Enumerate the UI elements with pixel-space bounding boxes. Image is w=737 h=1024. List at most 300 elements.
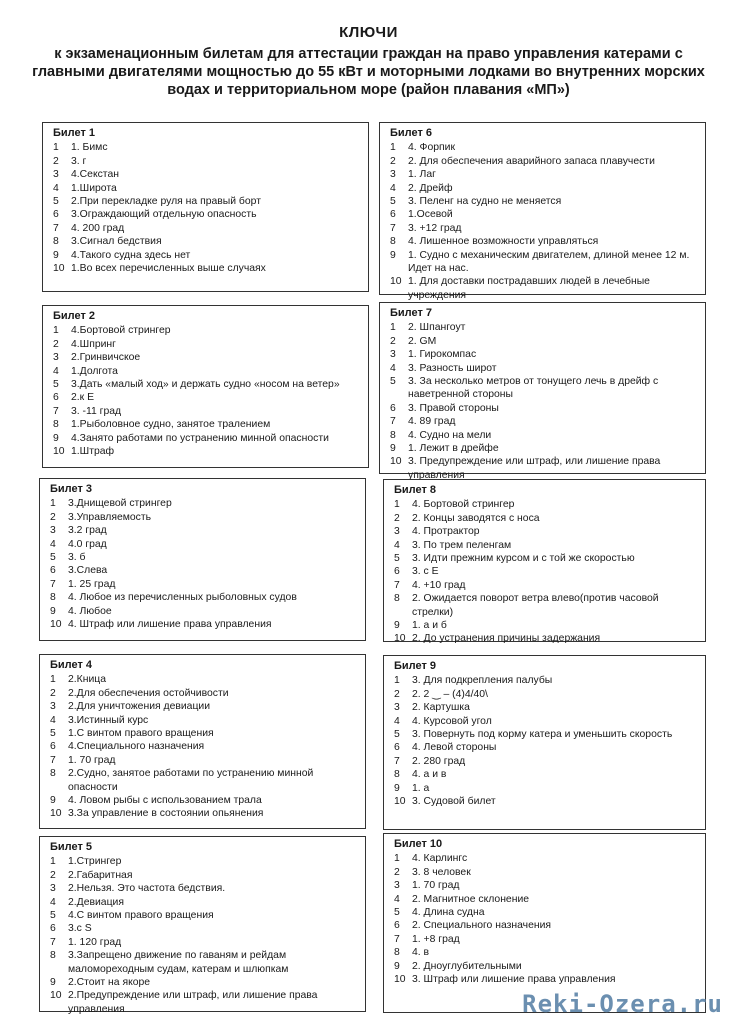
answer-text: 4. 200 град bbox=[71, 222, 125, 234]
answer-row bbox=[394, 512, 699, 525]
answer-text: 1. 70 град bbox=[412, 880, 460, 892]
answer-text: 2. Дрейф bbox=[408, 182, 453, 194]
answer-text: 3. Судовой билет bbox=[412, 796, 496, 808]
answer-text: 3. Штраф или лишение права управления bbox=[412, 974, 616, 986]
answer-text: 3. +12 град bbox=[408, 222, 462, 234]
answer-text: 3.с S bbox=[68, 923, 92, 935]
answer-text: 4.Секстан bbox=[71, 169, 119, 181]
answer-row bbox=[390, 321, 699, 334]
question-number: 1 bbox=[53, 325, 59, 337]
answer-row bbox=[394, 539, 699, 552]
question-number: 1 bbox=[394, 499, 400, 511]
answer-text: 2. Магнитное склонение bbox=[412, 893, 530, 905]
question-number: 5 bbox=[390, 376, 396, 388]
question-number: 2 bbox=[53, 155, 59, 167]
answer-row bbox=[53, 182, 362, 195]
answer-row bbox=[50, 855, 359, 868]
answer-row bbox=[53, 155, 362, 168]
answer-row bbox=[50, 949, 359, 976]
answer-text: 3. За несколько метров от тонущего лечь в дрейф с наветренной стороны bbox=[408, 376, 659, 401]
answer-text: 2.При перекладке руля на правый борт bbox=[71, 196, 261, 208]
question-number: 6 bbox=[394, 920, 400, 932]
question-number: 9 bbox=[394, 960, 400, 972]
answer-text: 1. Лежит в дрейфе bbox=[408, 443, 499, 455]
question-number: 4 bbox=[50, 538, 56, 550]
answer-text: 1. 120 град bbox=[68, 936, 122, 948]
answer-row bbox=[53, 418, 362, 431]
question-number: 6 bbox=[53, 392, 59, 404]
ticket-title: Билет 2 bbox=[53, 310, 96, 322]
question-number: 8 bbox=[50, 768, 56, 780]
answer-row bbox=[50, 564, 359, 577]
answer-text: 3. б bbox=[68, 552, 86, 564]
answer-row bbox=[50, 524, 359, 537]
answer-row bbox=[50, 687, 359, 700]
answer-row bbox=[50, 976, 359, 989]
answer-row bbox=[390, 195, 699, 208]
answer-text: 1. Бимс bbox=[71, 142, 108, 154]
question-number: 3 bbox=[394, 880, 400, 892]
answer-text: 4.С винтом правого вращения bbox=[68, 910, 214, 922]
answer-text: 3.Сигнал бедствия bbox=[71, 236, 162, 248]
answer-text: 3.Слева bbox=[68, 565, 108, 577]
question-number: 3 bbox=[53, 169, 59, 181]
answer-row bbox=[390, 362, 699, 375]
answer-text: 1.Широта bbox=[71, 182, 117, 194]
answer-row bbox=[390, 141, 699, 154]
question-number: 5 bbox=[394, 553, 400, 565]
answer-row bbox=[394, 715, 699, 728]
answer-row bbox=[394, 919, 699, 932]
answer-text: 2. 280 град bbox=[412, 755, 466, 767]
question-number: 7 bbox=[50, 936, 56, 948]
answer-row bbox=[394, 592, 699, 619]
answer-row bbox=[394, 619, 699, 632]
answer-text: 4. Штраф или лишение права управления bbox=[68, 619, 272, 631]
question-number: 10 bbox=[390, 456, 402, 468]
question-number: 7 bbox=[394, 755, 400, 767]
question-number: 6 bbox=[390, 209, 396, 221]
question-number: 4 bbox=[390, 182, 396, 194]
answer-row bbox=[50, 714, 359, 727]
question-number: 9 bbox=[390, 249, 396, 261]
answer-row bbox=[53, 222, 362, 235]
answer-text: 4.0 град bbox=[68, 538, 107, 550]
answer-text: 2. Для обеспечения аварийного запаса плавучести bbox=[408, 155, 655, 167]
answer-row bbox=[53, 235, 362, 248]
answer-text: 3.Запрещено движение по гаваням и рейдам маломореходным судам, катерам и шлюпкам bbox=[68, 950, 289, 975]
answer-row bbox=[50, 869, 359, 882]
answer-text: 4. Любое bbox=[68, 605, 112, 617]
question-number: 1 bbox=[394, 675, 400, 687]
answer-text: 2. GM bbox=[408, 335, 437, 347]
answer-text: 2.Девиация bbox=[68, 896, 124, 908]
ticket-title: Билет 4 bbox=[50, 659, 93, 671]
answer-text: 4.Специального назначения bbox=[68, 741, 205, 753]
ticket-card bbox=[383, 833, 706, 1013]
question-number: 7 bbox=[390, 416, 396, 428]
ticket-title: Билет 1 bbox=[53, 127, 96, 139]
answer-text: 4. Протрактор bbox=[412, 526, 480, 538]
answer-row bbox=[53, 249, 362, 262]
answer-row bbox=[53, 365, 362, 378]
question-number: 7 bbox=[50, 754, 56, 766]
question-number: 7 bbox=[394, 579, 400, 591]
answer-text: 4. 89 град bbox=[408, 416, 456, 428]
question-number: 4 bbox=[53, 182, 59, 194]
question-number: 6 bbox=[50, 923, 56, 935]
answer-row bbox=[50, 511, 359, 524]
answer-row bbox=[394, 755, 699, 768]
answer-text: 4.Бортовой стрингер bbox=[71, 325, 171, 337]
answer-text: 1. Лаг bbox=[408, 169, 436, 181]
question-number: 8 bbox=[394, 769, 400, 781]
answer-row bbox=[50, 922, 359, 935]
question-number: 5 bbox=[50, 910, 56, 922]
answer-row bbox=[53, 324, 362, 337]
answer-row bbox=[394, 565, 699, 578]
question-number: 3 bbox=[390, 349, 396, 361]
question-number: 1 bbox=[53, 142, 59, 154]
question-number: 2 bbox=[50, 687, 56, 699]
ticket-title: Билет 10 bbox=[394, 838, 443, 850]
answer-row bbox=[394, 579, 699, 592]
ticket-title: Билет 5 bbox=[50, 841, 93, 853]
question-number: 7 bbox=[53, 405, 59, 417]
question-number: 7 bbox=[50, 578, 56, 590]
question-number: 9 bbox=[394, 782, 400, 794]
answer-row bbox=[394, 552, 699, 565]
answer-row bbox=[50, 497, 359, 510]
ticket-title: Билет 7 bbox=[390, 307, 433, 319]
answer-text: 3. Правой стороны bbox=[408, 402, 499, 414]
answer-row bbox=[390, 155, 699, 168]
answer-row bbox=[50, 538, 359, 551]
question-number: 3 bbox=[390, 169, 396, 181]
answer-text: 1. Судно с механическим двигателем, длиной менее 12 м. Идет на нас. bbox=[408, 249, 690, 275]
answer-row bbox=[390, 235, 699, 248]
question-number: 10 bbox=[394, 633, 406, 645]
answer-row bbox=[53, 405, 362, 418]
answer-text: 2. Ожидается поворот ветра влево(против часовой стрелки) bbox=[412, 593, 659, 618]
answer-text: 4. в bbox=[412, 947, 430, 959]
answer-text: 3. Предупреждение или штраф, или лишение права управления bbox=[408, 456, 661, 481]
answer-row bbox=[50, 754, 359, 767]
answer-text: 4.Занято работами по устранению минной опасности bbox=[71, 432, 329, 444]
question-number: 9 bbox=[50, 795, 56, 807]
answer-text: 3.Управляемость bbox=[68, 511, 152, 523]
answer-text: 1. 25 град bbox=[68, 578, 116, 590]
answer-row bbox=[50, 700, 359, 713]
question-number: 5 bbox=[53, 196, 59, 208]
answer-row bbox=[394, 741, 699, 754]
question-number: 9 bbox=[394, 620, 400, 632]
question-number: 2 bbox=[390, 335, 396, 347]
answer-row bbox=[394, 728, 699, 741]
answer-text: 1.Во всех перечисленных выше случаях bbox=[71, 263, 266, 275]
question-number: 8 bbox=[50, 950, 56, 962]
answer-row bbox=[53, 208, 362, 221]
question-number: 8 bbox=[394, 593, 400, 605]
question-number: 6 bbox=[50, 741, 56, 753]
question-number: 6 bbox=[394, 566, 400, 578]
question-number: 1 bbox=[50, 856, 56, 868]
question-number: 2 bbox=[394, 512, 400, 524]
ticket-card bbox=[42, 305, 369, 468]
answer-text: 2. Картушка bbox=[412, 702, 470, 714]
question-number: 3 bbox=[53, 352, 59, 364]
question-number: 5 bbox=[390, 196, 396, 208]
answer-text: 3.2 град bbox=[68, 525, 107, 537]
answer-text: 4. Бортовой стрингер bbox=[412, 499, 515, 511]
answer-row bbox=[390, 442, 699, 455]
answer-row bbox=[390, 429, 699, 442]
question-number: 5 bbox=[394, 729, 400, 741]
answer-row bbox=[394, 525, 699, 538]
answer-row bbox=[50, 673, 359, 686]
answer-text: 4. Форпик bbox=[408, 142, 455, 154]
question-number: 1 bbox=[50, 674, 56, 686]
answer-row bbox=[50, 807, 359, 820]
answer-row bbox=[394, 906, 699, 919]
question-number: 2 bbox=[53, 338, 59, 350]
answer-text: 4. Карлингс bbox=[412, 853, 468, 865]
ticket-card bbox=[39, 836, 366, 1015]
answer-text: 1. Гирокомпас bbox=[408, 349, 477, 361]
answer-text: 2.Судно, занятое работами по устранению минной опасности bbox=[68, 768, 314, 793]
question-number: 10 bbox=[50, 808, 62, 820]
question-number: 10 bbox=[394, 974, 406, 986]
answer-text: 2.к Е bbox=[71, 392, 95, 404]
answer-text: 2. Концы заводятся с носа bbox=[412, 512, 540, 524]
answer-text: 3. -11 град bbox=[71, 405, 122, 417]
answer-row bbox=[390, 249, 699, 276]
answer-row bbox=[394, 893, 699, 906]
question-number: 3 bbox=[50, 701, 56, 713]
question-number: 5 bbox=[50, 728, 56, 740]
answer-text: 3.Днищевой стрингер bbox=[68, 498, 172, 510]
question-number: 6 bbox=[53, 209, 59, 221]
question-number: 1 bbox=[390, 322, 396, 334]
question-number: 8 bbox=[394, 947, 400, 959]
answer-text: 3.За управление в состоянии опьянения bbox=[68, 808, 264, 820]
answer-text: 1. Для доставки пострадавших людей в лечебные учреждения bbox=[408, 276, 650, 301]
answer-text: 4. +10 град bbox=[412, 579, 466, 591]
answer-text: 3. Разность широт bbox=[408, 362, 497, 374]
ticket-card bbox=[383, 655, 706, 830]
ticket-title: Билет 9 bbox=[394, 660, 437, 672]
answer-row bbox=[394, 960, 699, 973]
answer-text: 1. 70 град bbox=[68, 754, 116, 766]
question-number: 8 bbox=[50, 592, 56, 604]
page-subtitle: к экзаменационным билетам для аттестации граждан на право управления катерами с главными двигателями мощностью до 55 кВт и моторными лодками во внутренних морских водах и территориальном море (район плавания «МП») bbox=[32, 46, 705, 98]
ticket-card bbox=[379, 122, 706, 301]
answer-text: 3. Идти прежним курсом и с той же скоростью bbox=[412, 553, 635, 565]
question-number: 8 bbox=[390, 429, 396, 441]
answer-row bbox=[53, 141, 362, 154]
ticket-card bbox=[379, 302, 706, 481]
page-header bbox=[0, 24, 737, 99]
question-number: 5 bbox=[394, 907, 400, 919]
answer-row bbox=[50, 740, 359, 753]
answer-text: 1.Рыболовное судно, занятое тралением bbox=[71, 419, 271, 431]
question-number: 8 bbox=[53, 236, 59, 248]
question-number: 10 bbox=[394, 796, 406, 808]
answer-text: 1. а и б bbox=[412, 620, 447, 632]
answer-row bbox=[390, 415, 699, 428]
question-number: 10 bbox=[53, 446, 65, 458]
question-number: 4 bbox=[394, 893, 400, 905]
answer-row bbox=[390, 208, 699, 221]
answer-text: 3. 8 человек bbox=[412, 866, 471, 878]
answer-text: 3.Ограждающий отдельную опасность bbox=[71, 209, 257, 221]
answer-text: 4. Левой стороны bbox=[412, 742, 497, 754]
answer-text: 3. Пеленг на судно не меняется bbox=[408, 196, 562, 208]
question-number: 4 bbox=[50, 714, 56, 726]
answer-row bbox=[390, 375, 699, 402]
answer-row bbox=[390, 168, 699, 181]
ticket-title: Билет 8 bbox=[394, 484, 437, 496]
question-number: 8 bbox=[53, 419, 59, 431]
answer-row bbox=[50, 727, 359, 740]
ticket-card bbox=[39, 654, 366, 829]
answer-text: 4. Ловом рыбы с использованием трала bbox=[68, 795, 262, 807]
answer-text: 4. Курсовой угол bbox=[412, 715, 492, 727]
answer-row bbox=[53, 351, 362, 364]
question-number: 1 bbox=[390, 142, 396, 154]
answer-row bbox=[390, 182, 699, 195]
answer-text: 4. Судно на мели bbox=[408, 429, 492, 441]
answer-text: 3.Дать «малый ход» и держать судно «носом на ветер» bbox=[71, 379, 340, 391]
question-number: 4 bbox=[390, 362, 396, 374]
answer-text: 2. До устранения причины задержания bbox=[412, 633, 601, 645]
question-number: 10 bbox=[53, 263, 65, 275]
ticket-card bbox=[42, 122, 369, 292]
answer-text: 2. Шпангоут bbox=[408, 322, 466, 334]
answer-row bbox=[53, 378, 362, 391]
question-number: 7 bbox=[394, 933, 400, 945]
answer-row bbox=[390, 348, 699, 361]
question-number: 5 bbox=[53, 379, 59, 391]
answer-text: 2.Для уничтожения девиации bbox=[68, 701, 211, 713]
page-title: КЛЮЧИ bbox=[339, 24, 398, 41]
answer-row bbox=[50, 882, 359, 895]
answer-row bbox=[390, 402, 699, 415]
answer-row bbox=[50, 794, 359, 807]
answer-text: 4. Лишенное возможности управляться bbox=[408, 236, 599, 248]
question-number: 2 bbox=[394, 866, 400, 878]
answer-row bbox=[394, 795, 699, 808]
answer-text: 1.Осевой bbox=[408, 209, 453, 221]
question-number: 2 bbox=[50, 511, 56, 523]
answer-text: 4.Такого судна здесь нет bbox=[71, 249, 191, 261]
question-number: 9 bbox=[50, 977, 56, 989]
answer-text: 2. Днoуглубительными bbox=[412, 960, 522, 972]
answer-text: 3. По трем пеленгам bbox=[412, 539, 512, 551]
answer-text: 2.Габаритная bbox=[68, 869, 133, 881]
answer-text: 2.Кница bbox=[68, 674, 106, 686]
answer-text: 3.Истинный курс bbox=[68, 714, 149, 726]
answer-row bbox=[394, 933, 699, 946]
answer-row bbox=[50, 936, 359, 949]
answer-row bbox=[50, 618, 359, 631]
answer-row bbox=[390, 335, 699, 348]
question-number: 10 bbox=[50, 990, 62, 1002]
answer-text: 4. а и в bbox=[412, 769, 447, 781]
question-number: 9 bbox=[53, 249, 59, 261]
answer-text: 1.С винтом правого вращения bbox=[68, 728, 214, 740]
answer-text: 2. Специального назначения bbox=[412, 920, 552, 932]
question-number: 3 bbox=[50, 883, 56, 895]
question-number: 6 bbox=[390, 402, 396, 414]
question-number: 2 bbox=[50, 869, 56, 881]
answer-text: 1.Стрингер bbox=[68, 856, 122, 868]
answer-text: 2.Для обеспечения остойчивости bbox=[68, 687, 229, 699]
question-number: 3 bbox=[394, 702, 400, 714]
question-number: 3 bbox=[394, 526, 400, 538]
question-number: 10 bbox=[390, 276, 402, 288]
answer-row bbox=[394, 866, 699, 879]
answer-text: 4. Любое из перечисленных рыболовных судов bbox=[68, 592, 297, 604]
answer-row bbox=[50, 578, 359, 591]
question-number: 2 bbox=[394, 688, 400, 700]
answer-text: 1. а bbox=[412, 782, 430, 794]
answer-row bbox=[53, 262, 362, 275]
answer-text: 2.Стоит на якоре bbox=[68, 977, 151, 989]
answer-text: 2. 2 ‿ – (4)4/40\ bbox=[412, 688, 488, 700]
ticket-card bbox=[39, 478, 366, 641]
answer-row bbox=[50, 605, 359, 618]
answer-text: 2.Нельзя. Это частота бедствия. bbox=[68, 883, 226, 895]
question-number: 3 bbox=[50, 525, 56, 537]
question-number: 9 bbox=[50, 605, 56, 617]
question-number: 5 bbox=[50, 552, 56, 564]
answer-row bbox=[394, 768, 699, 781]
answer-text: 3. г bbox=[71, 155, 87, 167]
answer-row bbox=[53, 432, 362, 445]
answer-row bbox=[394, 632, 699, 645]
answer-text: 3. с Е bbox=[412, 566, 439, 578]
answer-text: 1.Долгота bbox=[71, 365, 118, 377]
answer-text: 4.Шпринг bbox=[71, 338, 116, 350]
answer-row bbox=[394, 701, 699, 714]
question-number: 9 bbox=[390, 443, 396, 455]
answer-text: 3. Повернуть под корму катера и уменьшить скорость bbox=[412, 729, 673, 741]
answer-row bbox=[394, 674, 699, 687]
answer-text: 3. Для подкрепления палубы bbox=[412, 675, 553, 687]
question-number: 4 bbox=[394, 715, 400, 727]
answer-row bbox=[394, 946, 699, 959]
answer-row bbox=[53, 338, 362, 351]
answer-text: 1. +8 град bbox=[412, 933, 460, 945]
ticket-title: Билет 6 bbox=[390, 127, 433, 139]
question-number: 10 bbox=[50, 619, 62, 631]
answer-row bbox=[394, 852, 699, 865]
answer-row bbox=[394, 782, 699, 795]
answer-row bbox=[394, 973, 699, 986]
question-number: 1 bbox=[50, 498, 56, 510]
ticket-title: Билет 3 bbox=[50, 483, 93, 495]
answer-row bbox=[53, 445, 362, 458]
question-number: 6 bbox=[50, 565, 56, 577]
answer-text: 1.Штраф bbox=[71, 446, 115, 458]
answer-row bbox=[50, 896, 359, 909]
answer-row bbox=[50, 909, 359, 922]
question-number: 7 bbox=[390, 222, 396, 234]
answer-row bbox=[50, 767, 359, 794]
question-number: 9 bbox=[53, 432, 59, 444]
answer-row bbox=[394, 498, 699, 511]
